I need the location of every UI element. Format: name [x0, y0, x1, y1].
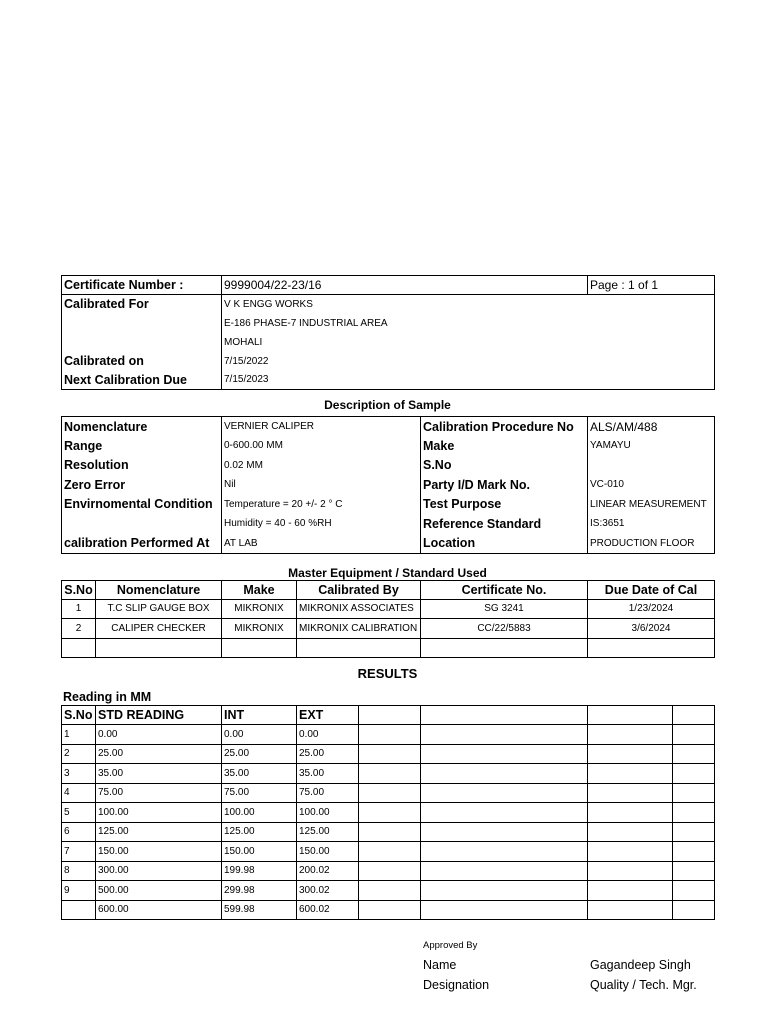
results-cell: 75.00 [96, 783, 222, 803]
approver-designation: Quality / Tech. Mgr. [590, 978, 697, 992]
description-label: Zero Error [62, 475, 222, 495]
results-cell: 599.98 [222, 900, 297, 920]
results-cell: 35.00 [96, 764, 222, 784]
description-row [62, 534, 715, 554]
master-cell: 2 [62, 619, 96, 639]
master-cell: 3/6/2024 [588, 619, 715, 639]
results-cell: 0.00 [222, 725, 297, 745]
certificate-header-table [61, 275, 715, 390]
description-value: IS:3651 [588, 514, 715, 534]
results-cell: 100.00 [222, 803, 297, 823]
results-cell: 1 [62, 725, 96, 745]
master-cell: T.C SLIP GAUGE BOX [96, 599, 222, 619]
calibrated-on-value: 7/15/2022 [222, 352, 715, 371]
description-label: calibration Performed At [62, 534, 222, 554]
certificate-number-value: 9999004/22-23/16 [222, 276, 588, 295]
results-cell: 25.00 [96, 744, 222, 764]
description-value: YAMAYU [588, 436, 715, 456]
approved-by-label: Approved By [423, 940, 478, 951]
description-of-sample-table [61, 416, 715, 554]
description-label: Test Purpose [421, 495, 588, 515]
results-cell: 6 [62, 822, 96, 842]
master-cell: MIKRONIX CALIBRATION [297, 619, 421, 639]
description-row [62, 417, 715, 437]
description-label: Nomenclature [62, 417, 222, 437]
results-cell: 4 [62, 783, 96, 803]
table-row [62, 881, 715, 901]
results-cell: 25.00 [222, 744, 297, 764]
calibrated-for-label: Calibrated For [62, 295, 222, 314]
master-equipment-table [61, 580, 715, 659]
description-label: Calibration Procedure No [421, 417, 588, 437]
results-cell: 150.00 [96, 842, 222, 862]
description-value: 0.02 MM [222, 456, 421, 476]
results-cell: 199.98 [222, 861, 297, 881]
description-row [62, 495, 715, 515]
client-name: V K ENGG WORKS [222, 295, 715, 314]
results-cell: 150.00 [222, 842, 297, 862]
master-cell: CC/22/5883 [421, 619, 588, 639]
table-row [62, 599, 715, 619]
results-cell: 150.00 [297, 842, 359, 862]
results-cell: 3 [62, 764, 96, 784]
results-cell: 125.00 [222, 822, 297, 842]
results-cell: 600.02 [297, 900, 359, 920]
results-cell: 75.00 [297, 783, 359, 803]
results-cell: 300.02 [297, 881, 359, 901]
description-value: 0-600.00 MM [222, 436, 421, 456]
master-column-header: S.No [62, 580, 96, 599]
description-row [62, 475, 715, 495]
approver-name: Gagandeep Singh [590, 958, 691, 972]
description-value: Humidity = 40 - 60 %RH [222, 514, 421, 534]
description-label: S.No [421, 456, 588, 476]
results-cell: 8 [62, 861, 96, 881]
description-value: ALS/AM/488 [588, 417, 715, 437]
table-row [62, 803, 715, 823]
results-cell: 2 [62, 744, 96, 764]
master-column-header: Certificate No. [421, 580, 588, 599]
next-calibration-due-label: Next Calibration Due [62, 371, 222, 390]
master-cell: 1 [62, 599, 96, 619]
master-column-header: Make [222, 580, 297, 599]
description-row [62, 456, 715, 476]
description-label: Make [421, 436, 588, 456]
results-cell: 0.00 [96, 725, 222, 745]
results-cell: 100.00 [297, 803, 359, 823]
master-cell: MIKRONIX ASSOCIATES [297, 599, 421, 619]
master-cell: MIKRONIX [222, 619, 297, 639]
page-indicator: Page : 1 of 1 [588, 276, 715, 295]
description-value: Nil [222, 475, 421, 495]
description-label: Reference Standard [421, 514, 588, 534]
client-address-line-2: MOHALI [222, 333, 715, 352]
results-cell: 9 [62, 881, 96, 901]
description-value: VERNIER CALIPER [222, 417, 421, 437]
results-cell: 299.98 [222, 881, 297, 901]
description-value: VC-010 [588, 475, 715, 495]
results-cell: 5 [62, 803, 96, 823]
approval-block [423, 940, 723, 998]
results-column-header: S.No [62, 706, 96, 725]
description-value: Temperature = 20 +/- 2 ° C [222, 495, 421, 515]
reading-unit-label: Reading in MM [63, 690, 152, 704]
results-cell: 75.00 [222, 783, 297, 803]
results-cell: 500.00 [96, 881, 222, 901]
description-value: AT LAB [222, 534, 421, 554]
results-cell: 125.00 [297, 822, 359, 842]
table-row [62, 861, 715, 881]
table-row [62, 764, 715, 784]
table-row [62, 725, 715, 745]
results-cell: 0.00 [297, 725, 359, 745]
client-address-line-1: E-186 PHASE-7 INDUSTRIAL AREA [222, 314, 715, 333]
description-label: Envirnomental Condition [62, 495, 222, 515]
results-table [61, 705, 715, 920]
table-row [62, 619, 715, 639]
results-cell: 600.00 [96, 900, 222, 920]
description-value: PRODUCTION FLOOR [588, 534, 715, 554]
results-cell: 200.02 [297, 861, 359, 881]
table-row [62, 822, 715, 842]
results-cell: 125.00 [96, 822, 222, 842]
table-row-empty [62, 638, 715, 658]
next-calibration-due-value: 7/15/2023 [222, 371, 715, 390]
master-cell: MIKRONIX [222, 599, 297, 619]
description-label: Resolution [62, 456, 222, 476]
calibrated-on-label: Calibrated on [62, 352, 222, 371]
description-row [62, 436, 715, 456]
description-label: Party I/D Mark No. [421, 475, 588, 495]
results-cell: 25.00 [297, 744, 359, 764]
results-column-header: EXT [297, 706, 359, 725]
results-cell: 300.00 [96, 861, 222, 881]
description-row [62, 514, 715, 534]
results-cell: 7 [62, 842, 96, 862]
master-cell: SG 3241 [421, 599, 588, 619]
description-of-sample-title: Description of Sample [324, 398, 451, 412]
calibration-certificate [61, 275, 714, 920]
master-column-header: Calibrated By [297, 580, 421, 599]
table-row [62, 842, 715, 862]
description-label: Range [62, 436, 222, 456]
results-column-header: STD READING [96, 706, 222, 725]
table-row [62, 744, 715, 764]
results-column-header: INT [222, 706, 297, 725]
results-cell: 35.00 [297, 764, 359, 784]
table-row [62, 900, 715, 920]
description-label: Location [421, 534, 588, 554]
results-cell: 35.00 [222, 764, 297, 784]
master-equipment-title: Master Equipment / Standard Used [288, 565, 487, 580]
master-cell: CALIPER CHECKER [96, 619, 222, 639]
master-column-header: Due Date of Cal [588, 580, 715, 599]
master-cell: 1/23/2024 [588, 599, 715, 619]
table-row [62, 783, 715, 803]
name-label: Name [423, 958, 457, 972]
description-value: LINEAR MEASUREMENT [588, 495, 715, 515]
designation-label: Designation [423, 978, 490, 992]
description-value [588, 456, 715, 476]
results-cell: 100.00 [96, 803, 222, 823]
certificate-number-label: Certificate Number : [62, 276, 222, 295]
description-label [62, 514, 222, 534]
master-column-header: Nomenclature [96, 580, 222, 599]
results-cell [62, 900, 96, 920]
results-title: RESULTS [357, 666, 418, 681]
